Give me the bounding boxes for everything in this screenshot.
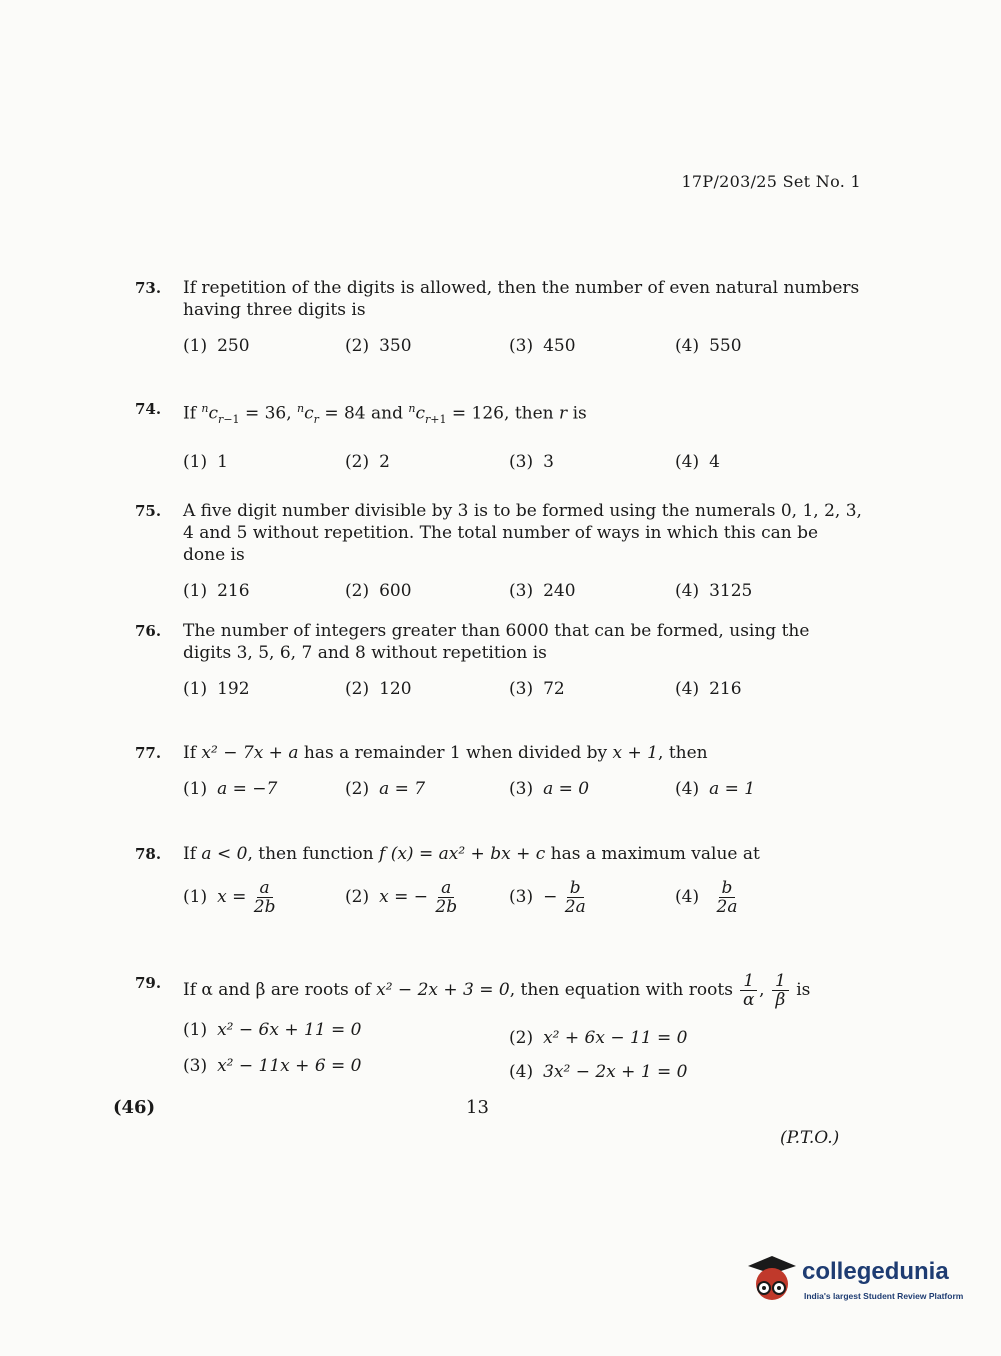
option-3: (3) 72 (509, 679, 565, 699)
question-77 (135, 742, 863, 812)
page-number: 13 (466, 1097, 489, 1118)
question-79 (135, 972, 863, 1089)
option-2: (2) 600 (345, 581, 412, 601)
question-74 (135, 398, 863, 485)
question-number: 77. (135, 744, 162, 762)
question-text: If α and β are roots of x² − 2x + 3 = 0, then equation with roots $\frac{1}{\alpha}$ , $\frac{1}{\beta}$ is (183, 971, 811, 1010)
option-4: (4) 550 (675, 336, 742, 356)
question-78 (135, 843, 863, 931)
option-1: (1) 1 (183, 452, 228, 473)
option-3: (3) 450 (509, 336, 576, 356)
option-1: (1) 192 (183, 679, 250, 699)
question-text: If a < 0, then function f (x) = ax² + bx + c has a maximum value at (183, 844, 760, 864)
question-text: The number of integers greater than 6000 that can be formed, using the digits 3, 5, 6, 7 and 8 without repetition is (183, 621, 810, 663)
option-2: (2) 2 (345, 452, 390, 473)
option-3: (3) 240 (509, 581, 576, 601)
pto-label: (P.T.O.) (780, 1128, 840, 1148)
option-4: (4) 216 (675, 679, 742, 699)
question-number: 74. (135, 400, 162, 418)
question-text: If $^nc_{r-1} = 36$, $^nc_r = 84$ and $^nc_{r+1} = 126$, then r is (183, 402, 587, 427)
mascot-icon (744, 1252, 800, 1312)
option-4: (4) 3x² − 2x + 1 = 0 (509, 1062, 688, 1082)
option-2: (2) x² + 6x − 11 = 0 (509, 1028, 688, 1048)
question-number: 79. (135, 974, 162, 992)
option-3: (3) a = 0 (509, 779, 590, 799)
logo-tagline: India's largest Student Review Platform (804, 1291, 964, 1301)
question-number: 76. (135, 622, 162, 640)
logo-name: collegedunia (802, 1258, 949, 1285)
paper-code: 17P/203/25 Set No. 1 (681, 172, 861, 191)
collegedunia-logo (744, 1252, 974, 1312)
option-3: (3) x² − 11x + 6 = 0 (183, 1056, 362, 1076)
option-2: (2) 120 (345, 679, 412, 699)
option-1: (1) 250 (183, 336, 250, 356)
question-number: 73. (135, 279, 162, 297)
option-4: (4) $\frac{b}{2a}$ (675, 878, 738, 917)
question-text: If repetition of the digits is allowed, then the number of even natural numbers having three digits is (183, 278, 860, 320)
question-76 (135, 620, 863, 712)
option-4: (4) 4 (675, 452, 720, 473)
option-1: (1) 216 (183, 581, 250, 601)
option-2: (2) x = − $\frac{a}{2b}$ (345, 878, 458, 917)
question-75 (135, 500, 863, 614)
question-text: A five digit number divisible by 3 is to be formed using the numerals 0, 1, 2, 3, 4 and 5 without repetition. The total number of ways in which this can be done is (183, 501, 862, 565)
option-3: (3) 3 (509, 452, 554, 473)
booklet-code: (46) (113, 1097, 156, 1118)
question-text: If x² − 7x + a has a remainder 1 when divided by x + 1, then (183, 743, 708, 763)
option-2: (2) 350 (345, 336, 412, 356)
option-4: (4) a = 1 (675, 779, 756, 799)
option-4: (4) 3125 (675, 581, 753, 601)
question-73 (135, 277, 863, 369)
option-1: (1) x = $\frac{a}{2b}$ (183, 878, 276, 917)
option-3: (3) − $\frac{b}{2a}$ (509, 878, 586, 917)
option-2: (2) a = 7 (345, 779, 426, 799)
option-1: (1) a = −7 (183, 779, 278, 799)
option-1: (1) x² − 6x + 11 = 0 (183, 1020, 362, 1040)
question-number: 75. (135, 502, 162, 520)
question-number: 78. (135, 845, 162, 863)
